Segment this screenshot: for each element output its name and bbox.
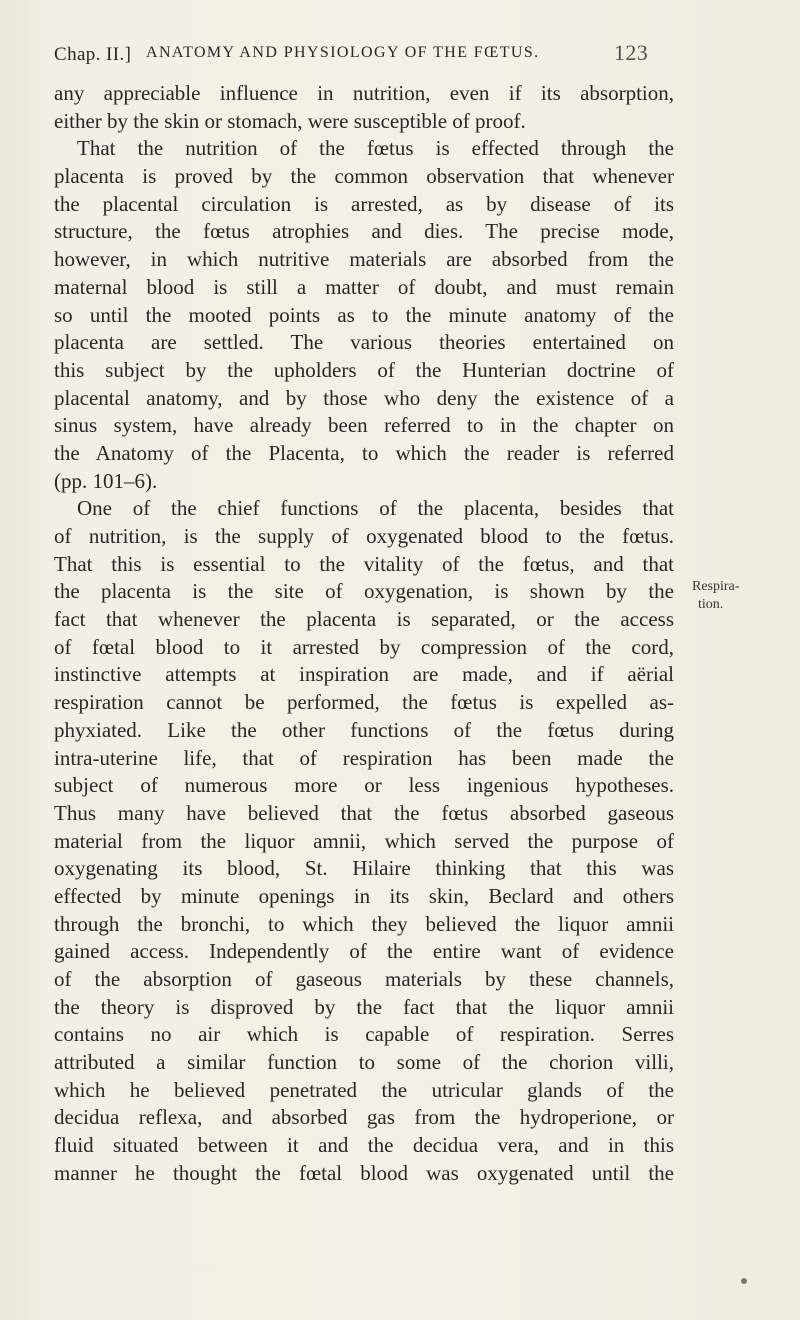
- text-line: which he believed penetrated the utricular glands of the: [54, 1077, 674, 1102]
- text-line: any appreciable influence in nutrition, even if its absorption,: [54, 81, 674, 105]
- chapter-label: Chap. II.]: [54, 44, 132, 65]
- text-line: this subject by the upholders of the Hunterian doctrine of: [54, 357, 674, 382]
- paper-speck: [741, 1278, 747, 1284]
- text-line: fact that whenever the placenta is separated, or the access: [54, 607, 674, 632]
- marginal-note-line: tion.: [698, 597, 724, 612]
- text-line: the placenta is the site of oxygenation, is shown by the: [54, 579, 674, 604]
- text-line: respiration cannot be performed, the fœtus is expelled as-: [54, 690, 674, 715]
- text-line: of nutrition, is the supply of oxygenated blood to the fœtus.: [54, 524, 674, 548]
- text-line: manner he thought the fœtal blood was oxygenated until the: [54, 1160, 674, 1185]
- text-line: either by the skin or stomach, were susceptible of proof.: [54, 108, 526, 133]
- text-line: the theory is disproved by the fact that the liquor amnii: [54, 994, 674, 1019]
- text-line: phyxiated. Like the other functions of the fœtus during: [54, 717, 674, 742]
- text-line: maternal blood is still a matter of doubt, and must remain: [54, 274, 674, 299]
- text-line: instinctive attempts at inspiration are made, and if aërial: [54, 662, 674, 687]
- text-line: decidua reflexa, and absorbed gas from the hydroperione, or: [54, 1105, 674, 1130]
- text-line: Thus many have believed that the fœtus absorbed gaseous: [54, 800, 674, 825]
- text-line: contains no air which is capable of respiration. Serres: [54, 1022, 674, 1047]
- text-line: intra-uterine life, that of respiration has been made the: [54, 745, 674, 770]
- text-line: placenta is proved by the common observation that whenever: [54, 164, 674, 189]
- text-line: subject of numerous more or less ingenious hypotheses.: [54, 773, 674, 798]
- text-line: the placental circulation is arrested, as by disease of its: [54, 191, 674, 216]
- text-line: however, in which nutritive materials are absorbed from the: [54, 247, 674, 272]
- paragraph-start-line: That the nutrition of the fœtus is effected through the: [77, 136, 674, 161]
- text-line: attributed a similar function to some of the chorion villi,: [54, 1050, 674, 1075]
- text-line: of fœtal blood to it arrested by compression of the cord,: [54, 634, 674, 659]
- running-header: [54, 40, 654, 70]
- text-line: the Anatomy of the Placenta, to which the reader is referred: [54, 440, 674, 465]
- text-line: (pp. 101–6).: [54, 468, 158, 493]
- text-line: gained access. Independently of the entire want of evidence: [54, 939, 674, 964]
- text-line: so until the mooted points as to the minute anatomy of the: [54, 302, 674, 327]
- page-number: 123: [614, 40, 649, 65]
- text-line: placental anatomy, and by those who deny the existence of a: [54, 385, 674, 410]
- body-text: [54, 80, 674, 1188]
- marginal-note: [692, 578, 739, 614]
- text-line: fluid situated between it and the decidua vera, and in this: [54, 1133, 674, 1158]
- text-line: That this is essential to the vitality of the fœtus, and that: [54, 551, 674, 576]
- text-line: placenta are settled. The various theories entertained on: [54, 330, 674, 355]
- paragraph-start-line: One of the chief functions of the placenta, besides that: [77, 496, 674, 521]
- marginal-note-line: Respira-: [692, 579, 740, 594]
- text-line: material from the liquor amnii, which served the purpose of: [54, 828, 674, 853]
- text-line: oxygenating its blood, St. Hilaire thinking that this was: [54, 856, 674, 881]
- text-line: of the absorption of gaseous materials by these channels,: [54, 967, 674, 991]
- text-line: sinus system, have already been referred to in the chapter on: [54, 413, 674, 438]
- text-line: through the bronchi, to which they believed the liquor amnii: [54, 911, 674, 936]
- text-line: structure, the fœtus atrophies and dies. The precise mode,: [54, 219, 674, 244]
- text-line: effected by minute openings in its skin, Beclard and others: [54, 883, 674, 908]
- running-title: ANATOMY AND PHYSIOLOGY OF THE FŒTUS.: [146, 44, 540, 61]
